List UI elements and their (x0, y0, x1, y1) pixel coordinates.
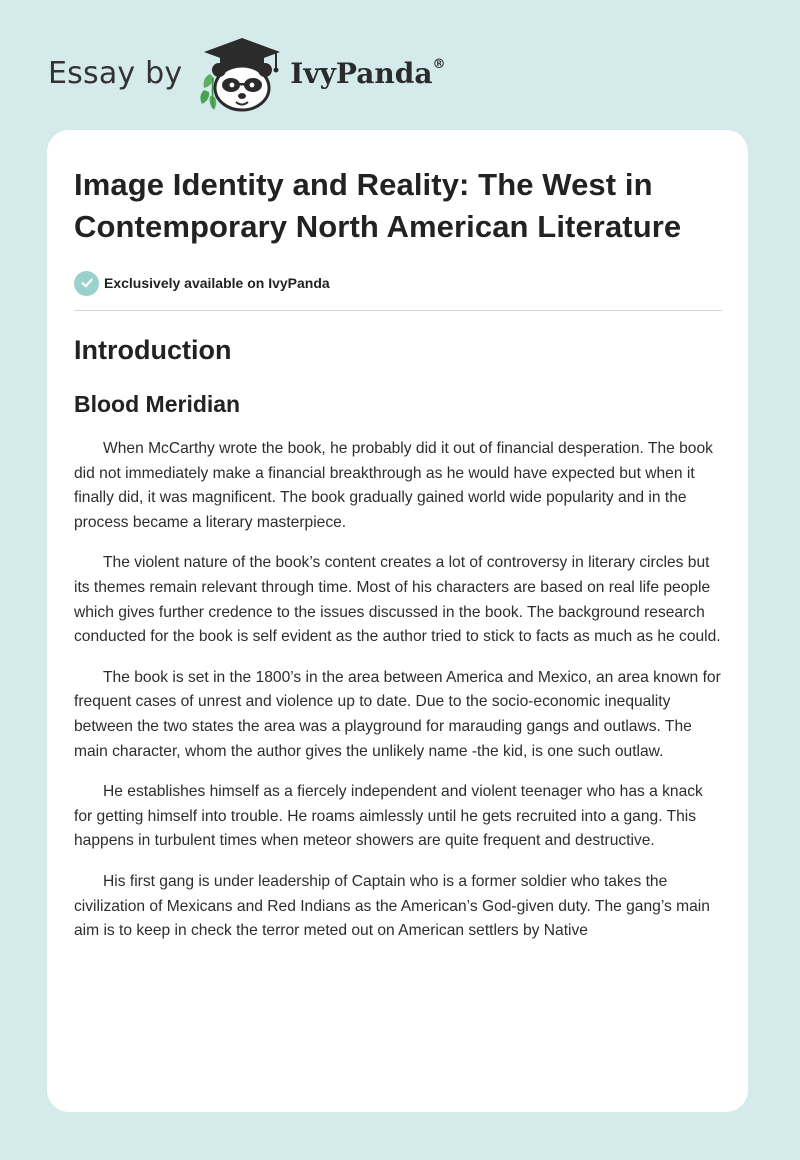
section-heading-introduction: Introduction (74, 335, 232, 365)
exclusive-badge (74, 270, 722, 296)
paragraph: He establishes himself as a fiercely independent and violent teenager who has a knack for getting himself into trouble. He roams aimlessly until he gets recruited into a gang. This happens in turbulent times when meteor showers are quite frequent and destructive. (74, 783, 703, 850)
essay-by-label: Essay by (48, 56, 183, 91)
essay-body (74, 437, 722, 944)
paragraph: The book is set in the 1800’s in the area between America and Mexico, an area known for frequent cases of unrest and violence up to date. Due to the socio-economic inequality between the two states the area was a playground for marauding gangs and outlaws. The main character, whom the author gives the unlikely name -the kid, is one such outlaw. (74, 668, 721, 760)
site-header (48, 34, 445, 114)
essay-title: Image Identity and Reality: The West in Contemporary North American Literature (74, 167, 682, 244)
paragraph: When McCarthy wrote the book, he probably did it out of financial desperation. The book did not immediately make a financial breakthrough as he would have expected but when it finally did, it was magnificent. The book gradually gained world wide popularity and in the process became a literary masterpiece. (74, 440, 713, 531)
divider (74, 310, 722, 311)
subsection-heading-blood-meridian: Blood Meridian (74, 391, 241, 417)
essay-card (47, 130, 748, 1112)
essay-content (74, 164, 722, 960)
exclusive-label: Exclusively available on IvyPanda (104, 275, 330, 291)
paragraph: The violent nature of the book’s content creates a lot of controversy in literary circles but its themes remain relevant through time. Most of his characters are based on real life people which gives further credence to the issues discussed in the book. The background research conducted for the book is self evident as the author tried to stick to facts as much as he could. (74, 554, 721, 646)
check-circle-icon (74, 271, 99, 296)
ivypanda-logo-icon (196, 34, 288, 114)
ivypanda-wordmark[interactable]: IvyPanda® (290, 57, 446, 90)
paragraph: His first gang is under leadership of Captain who is a former soldier who takes the civilization of Mexicans and Red Indians as the American’s God-given duty. The gang’s main aim is to keep in check the terror meted out on American settlers by Native (74, 872, 710, 940)
